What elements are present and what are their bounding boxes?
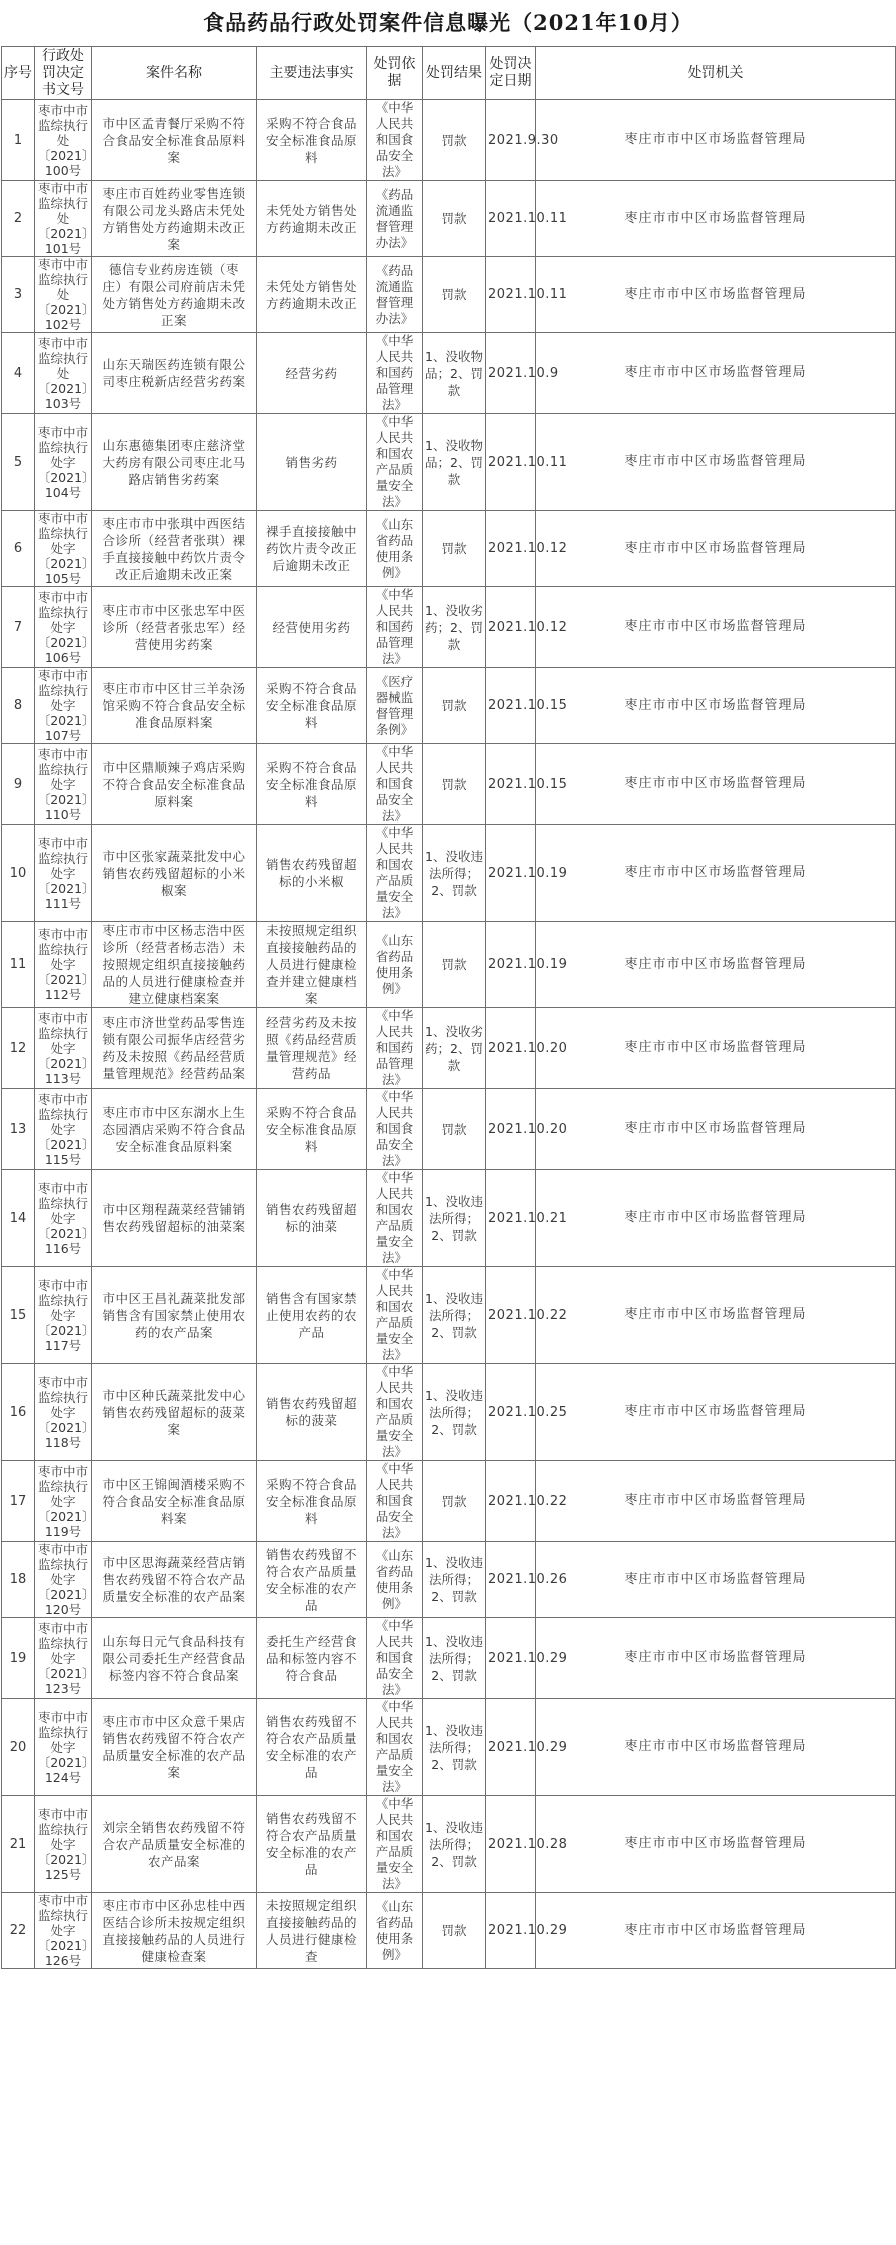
row-seq: 5 [2,414,35,511]
row-doc-number: 枣市中市监综执行处字〔2021〕126号 [35,1893,92,1969]
penalty-table [1,46,896,1969]
row-case-name: 枣庄市市中张琪中西医结合诊所（经营者张琪）裸手直接接触中药饮片责令改正后逾期未改正案 [92,511,257,587]
row-case-name: 枣庄市市中区东湖水上生态园酒店采购不符合食品安全标准食品原料案 [92,1089,257,1170]
row-penalty-basis: 《中华人民共和国药品管理法》 [367,333,423,414]
row-penalty-authority: 枣庄市市中区市场监督管理局 [536,1542,896,1618]
row-violation-facts: 经营劣药 [257,333,367,414]
row-seq: 18 [2,1542,35,1618]
row-violation-facts: 销售农药残留不符合农产品质量安全标准的农产品 [257,1699,367,1796]
row-case-name: 市中区思海蔬菜经营店销售农药残留不符合农产品质量安全标准的农产品案 [92,1542,257,1618]
row-penalty-basis: 《中华人民共和国食品安全法》 [367,1461,423,1542]
table-row [2,1542,896,1618]
row-case-name: 枣庄市市中区众意千果店销售农药残留不符合农产品质量安全标准的农产品案 [92,1699,257,1796]
row-penalty-authority: 枣庄市市中区市场监督管理局 [536,1267,896,1364]
row-doc-number: 枣市中市监综执行处字〔2021〕113号 [35,1008,92,1089]
row-seq: 9 [2,744,35,825]
row-case-name: 市中区王锦闽酒楼采购不符合食品安全标准食品原料案 [92,1461,257,1542]
row-penalty-basis: 《山东省药品使用条例》 [367,1893,423,1969]
row-case-name: 枣庄市市中区孙忠桂中西医结合诊所未按规定组织直接接触药品的人员进行健康检查案 [92,1893,257,1969]
row-doc-number: 枣市中市监综执行处字〔2021〕123号 [35,1618,92,1699]
row-penalty-result: 1、没收劣药；2、罚款 [423,1008,486,1089]
row-seq: 10 [2,825,35,922]
row-doc-number: 枣市中市监综执行处字〔2021〕106号 [35,587,92,668]
row-decision-date: 2021.10.15 [486,744,536,825]
row-penalty-result: 罚款 [423,257,486,333]
row-case-name: 枣庄市百姓药业零售连锁有限公司龙头路店未凭处方销售处方药逾期未改正案 [92,181,257,257]
table-row [2,333,896,414]
row-case-name: 市中区孟青餐厅采购不符合食品安全标准食品原料案 [92,100,257,181]
row-penalty-result: 罚款 [423,668,486,744]
row-seq: 3 [2,257,35,333]
row-penalty-result: 罚款 [423,744,486,825]
row-seq: 14 [2,1170,35,1267]
table-row [2,1364,896,1461]
row-decision-date: 2021.10.29 [486,1618,536,1699]
row-violation-facts: 委托生产经营食品和标签内容不符合食品 [257,1618,367,1699]
row-penalty-basis: 《山东省药品使用条例》 [367,1542,423,1618]
row-penalty-authority: 枣庄市市中区市场监督管理局 [536,100,896,181]
row-decision-date: 2021.10.11 [486,414,536,511]
row-doc-number: 枣市中市监综执行处字〔2021〕119号 [35,1461,92,1542]
row-penalty-authority: 枣庄市市中区市场监督管理局 [536,744,896,825]
row-seq: 11 [2,922,35,1008]
row-seq: 15 [2,1267,35,1364]
row-penalty-authority: 枣庄市市中区市场监督管理局 [536,181,896,257]
row-penalty-basis: 《中华人民共和国药品管理法》 [367,587,423,668]
row-case-name: 枣庄市市中区杨志浩中医诊所（经营者杨志浩）未按照规定组织直接接触药品的人员进行健康检查并建立健康档案案 [92,922,257,1008]
header-violation-facts: 主要违法事实 [257,47,367,100]
row-penalty-authority: 枣庄市市中区市场监督管理局 [536,1893,896,1969]
row-penalty-basis: 《医疗器械监督管理条例》 [367,668,423,744]
row-penalty-basis: 《中华人民共和国食品安全法》 [367,1618,423,1699]
row-penalty-basis: 《药品流通监督管理办法》 [367,257,423,333]
row-doc-number: 枣市中市监综执行处字〔2021〕118号 [35,1364,92,1461]
row-decision-date: 2021.10.19 [486,922,536,1008]
row-doc-number: 枣市中市监综执行处字〔2021〕117号 [35,1267,92,1364]
row-penalty-authority: 枣庄市市中区市场监督管理局 [536,922,896,1008]
table-row [2,181,896,257]
row-penalty-basis: 《中华人民共和国农产品质量安全法》 [367,1699,423,1796]
row-seq: 21 [2,1796,35,1893]
row-violation-facts: 裸手直接接触中药饮片责令改正后逾期未改正 [257,511,367,587]
row-penalty-authority: 枣庄市市中区市场监督管理局 [536,1461,896,1542]
row-decision-date: 2021.10.12 [486,511,536,587]
row-penalty-result: 1、没收物品；2、罚款 [423,414,486,511]
row-penalty-basis: 《中华人民共和国农产品质量安全法》 [367,825,423,922]
row-penalty-basis: 《中华人民共和国农产品质量安全法》 [367,1796,423,1893]
row-case-name: 枣庄市市中区张忠军中医诊所（经营者张忠军）经营使用劣药案 [92,587,257,668]
row-seq: 19 [2,1618,35,1699]
row-doc-number: 枣市中市监综执行处字〔2021〕124号 [35,1699,92,1796]
row-penalty-basis: 《中华人民共和国药品管理法》 [367,1008,423,1089]
table-row [2,1170,896,1267]
table-row [2,744,896,825]
row-penalty-authority: 枣庄市市中区市场监督管理局 [536,1089,896,1170]
row-penalty-result: 1、没收违法所得；2、罚款 [423,1170,486,1267]
row-violation-facts: 采购不符合食品安全标准食品原料 [257,744,367,825]
row-case-name: 市中区王昌礼蔬菜批发部销售含有国家禁止使用农药的农产品案 [92,1267,257,1364]
row-doc-number: 枣市中市监综执行处〔2021〕100号 [35,100,92,181]
row-penalty-result: 罚款 [423,511,486,587]
row-seq: 22 [2,1893,35,1969]
row-decision-date: 2021.10.12 [486,587,536,668]
header-decision-date: 处罚决定日期 [486,47,536,100]
row-violation-facts: 未按照规定组织直接接触药品的人员进行健康检查并建立健康档案 [257,922,367,1008]
header-doc-number: 行政处罚决定书文号 [35,47,92,100]
row-penalty-result: 1、没收违法所得；2、罚款 [423,825,486,922]
row-penalty-result: 罚款 [423,1461,486,1542]
row-case-name: 刘宗全销售农药残留不符合农产品质量安全标准的农产品案 [92,1796,257,1893]
table-row [2,587,896,668]
row-seq: 13 [2,1089,35,1170]
row-violation-facts: 未按照规定组织直接接触药品的人员进行健康检查 [257,1893,367,1969]
row-penalty-authority: 枣庄市市中区市场监督管理局 [536,1364,896,1461]
row-case-name: 枣庄市济世堂药品零售连锁有限公司振华店经营劣药及未按照《药品经营质量管理规范》经营药品案 [92,1008,257,1089]
row-decision-date: 2021.10.11 [486,257,536,333]
header-seq: 序号 [2,47,35,100]
row-decision-date: 2021.10.9 [486,333,536,414]
table-row [2,668,896,744]
row-seq: 6 [2,511,35,587]
row-doc-number: 枣市中市监综执行处字〔2021〕104号 [35,414,92,511]
table-row [2,825,896,922]
row-penalty-result: 1、没收劣药；2、罚款 [423,587,486,668]
table-row [2,100,896,181]
row-decision-date: 2021.10.29 [486,1893,536,1969]
row-penalty-authority: 枣庄市市中区市场监督管理局 [536,1796,896,1893]
row-violation-facts: 未凭处方销售处方药逾期未改正 [257,181,367,257]
row-decision-date: 2021.10.29 [486,1699,536,1796]
row-decision-date: 2021.9.30 [486,100,536,181]
row-penalty-result: 1、没收违法所得；2、罚款 [423,1364,486,1461]
row-violation-facts: 销售劣药 [257,414,367,511]
header-penalty-basis: 处罚依据 [367,47,423,100]
row-case-name: 山东每日元气食品科技有限公司委托生产经营食品标签内容不符合食品案 [92,1618,257,1699]
row-decision-date: 2021.10.26 [486,1542,536,1618]
row-doc-number: 枣市中市监综执行处〔2021〕101号 [35,181,92,257]
row-penalty-basis: 《药品流通监督管理办法》 [367,181,423,257]
row-violation-facts: 未凭处方销售处方药逾期未改正 [257,257,367,333]
row-penalty-result: 1、没收违法所得；2、罚款 [423,1267,486,1364]
table-row [2,1796,896,1893]
row-violation-facts: 销售农药残留超标的油菜 [257,1170,367,1267]
row-violation-facts: 采购不符合食品安全标准食品原料 [257,1461,367,1542]
row-penalty-basis: 《山东省药品使用条例》 [367,511,423,587]
table-row [2,1699,896,1796]
row-case-name: 山东惠德集团枣庄慈济堂大药房有限公司枣庄北马路店销售劣药案 [92,414,257,511]
row-violation-facts: 销售农药残留超标的菠菜 [257,1364,367,1461]
row-violation-facts: 采购不符合食品安全标准食品原料 [257,668,367,744]
row-case-name: 枣庄市市中区甘三羊杂汤馆采购不符合食品安全标准食品原料案 [92,668,257,744]
row-penalty-result: 罚款 [423,181,486,257]
row-violation-facts: 经营劣药及未按照《药品经营质量管理规范》经营药品 [257,1008,367,1089]
table-row [2,414,896,511]
row-doc-number: 枣市中市监综执行处字〔2021〕110号 [35,744,92,825]
row-penalty-result: 罚款 [423,1893,486,1969]
row-case-name: 市中区种氏蔬菜批发中心销售农药残留超标的菠菜案 [92,1364,257,1461]
row-penalty-result: 1、没收违法所得；2、罚款 [423,1542,486,1618]
row-penalty-basis: 《中华人民共和国农产品质量安全法》 [367,414,423,511]
row-case-name: 市中区张家蔬菜批发中心销售农药残留超标的小米椒案 [92,825,257,922]
row-penalty-authority: 枣庄市市中区市场监督管理局 [536,668,896,744]
table-row [2,1461,896,1542]
row-violation-facts: 销售含有国家禁止使用农药的农产品 [257,1267,367,1364]
row-penalty-result: 罚款 [423,100,486,181]
row-decision-date: 2021.10.15 [486,668,536,744]
row-seq: 8 [2,668,35,744]
row-penalty-basis: 《中华人民共和国农产品质量安全法》 [367,1364,423,1461]
table-row [2,1618,896,1699]
row-seq: 1 [2,100,35,181]
row-decision-date: 2021.10.22 [486,1267,536,1364]
table-row [2,1893,896,1969]
row-decision-date: 2021.10.19 [486,825,536,922]
row-doc-number: 枣市中市监综执行处字〔2021〕115号 [35,1089,92,1170]
row-penalty-result: 1、没收违法所得；2、罚款 [423,1796,486,1893]
header-case-name: 案件名称 [92,47,257,100]
row-penalty-basis: 《山东省药品使用条例》 [367,922,423,1008]
row-doc-number: 枣市中市监综执行处字〔2021〕125号 [35,1796,92,1893]
row-penalty-basis: 《中华人民共和国食品安全法》 [367,100,423,181]
row-penalty-result: 1、没收物品；2、罚款 [423,333,486,414]
row-case-name: 市中区翔程蔬菜经营铺销售农药残留超标的油菜案 [92,1170,257,1267]
row-violation-facts: 销售农药残留不符合农产品质量安全标准的农产品 [257,1542,367,1618]
row-violation-facts: 采购不符合食品安全标准食品原料 [257,1089,367,1170]
page-title: 食品药品行政处罚案件信息曝光（2021年10月） [203,10,693,35]
row-doc-number: 枣市中市监综执行处字〔2021〕112号 [35,922,92,1008]
row-decision-date: 2021.10.25 [486,1364,536,1461]
row-penalty-authority: 枣庄市市中区市场监督管理局 [536,414,896,511]
row-seq: 17 [2,1461,35,1542]
row-penalty-basis: 《中华人民共和国农产品质量安全法》 [367,1267,423,1364]
row-decision-date: 2021.10.20 [486,1008,536,1089]
row-penalty-authority: 枣庄市市中区市场监督管理局 [536,1699,896,1796]
row-doc-number: 枣市中市监综执行处字〔2021〕116号 [35,1170,92,1267]
row-violation-facts: 采购不符合食品安全标准食品原料 [257,100,367,181]
row-penalty-authority: 枣庄市市中区市场监督管理局 [536,1008,896,1089]
row-penalty-basis: 《中华人民共和国食品安全法》 [367,744,423,825]
table-row [2,1267,896,1364]
row-decision-date: 2021.10.28 [486,1796,536,1893]
row-seq: 2 [2,181,35,257]
row-doc-number: 枣市中市监综执行处字〔2021〕111号 [35,825,92,922]
header-penalty-authority: 处罚机关 [536,47,896,100]
row-doc-number: 枣市中市监综执行处字〔2021〕120号 [35,1542,92,1618]
row-doc-number: 枣市中市监综执行处〔2021〕103号 [35,333,92,414]
row-penalty-authority: 枣庄市市中区市场监督管理局 [536,1618,896,1699]
row-doc-number: 枣市中市监综执行处字〔2021〕107号 [35,668,92,744]
row-seq: 16 [2,1364,35,1461]
row-penalty-basis: 《中华人民共和国农产品质量安全法》 [367,1170,423,1267]
row-penalty-basis: 《中华人民共和国食品安全法》 [367,1089,423,1170]
row-seq: 20 [2,1699,35,1796]
table-row [2,257,896,333]
table-row [2,1089,896,1170]
row-violation-facts: 经营使用劣药 [257,587,367,668]
row-case-name: 德信专业药房连锁（枣庄）有限公司府前店未凭处方销售处方药逾期未改正案 [92,257,257,333]
table-row [2,511,896,587]
table-row [2,922,896,1008]
row-penalty-result: 1、没收违法所得；2、罚款 [423,1618,486,1699]
row-seq: 4 [2,333,35,414]
table-row [2,1008,896,1089]
row-penalty-authority: 枣庄市市中区市场监督管理局 [536,825,896,922]
row-decision-date: 2021.10.22 [486,1461,536,1542]
row-penalty-result: 罚款 [423,922,486,1008]
row-penalty-authority: 枣庄市市中区市场监督管理局 [536,511,896,587]
row-penalty-authority: 枣庄市市中区市场监督管理局 [536,333,896,414]
row-penalty-authority: 枣庄市市中区市场监督管理局 [536,257,896,333]
row-case-name: 市中区鼎顺辣子鸡店采购不符合食品安全标准食品原料案 [92,744,257,825]
row-penalty-result: 1、没收违法所得；2、罚款 [423,1699,486,1796]
row-case-name: 山东天瑞医药连锁有限公司枣庄税新店经营劣药案 [92,333,257,414]
row-doc-number: 枣市中市监综执行处〔2021〕102号 [35,257,92,333]
row-decision-date: 2021.10.11 [486,181,536,257]
row-decision-date: 2021.10.20 [486,1089,536,1170]
row-penalty-authority: 枣庄市市中区市场监督管理局 [536,587,896,668]
row-doc-number: 枣市中市监综执行处字〔2021〕105号 [35,511,92,587]
header-row [2,47,896,100]
row-seq: 7 [2,587,35,668]
header-penalty-result: 处罚结果 [423,47,486,100]
row-violation-facts: 销售农药残留不符合农产品质量安全标准的农产品 [257,1796,367,1893]
row-decision-date: 2021.10.21 [486,1170,536,1267]
row-violation-facts: 销售农药残留超标的小米椒 [257,825,367,922]
row-penalty-result: 罚款 [423,1089,486,1170]
row-penalty-authority: 枣庄市市中区市场监督管理局 [536,1170,896,1267]
row-seq: 12 [2,1008,35,1089]
